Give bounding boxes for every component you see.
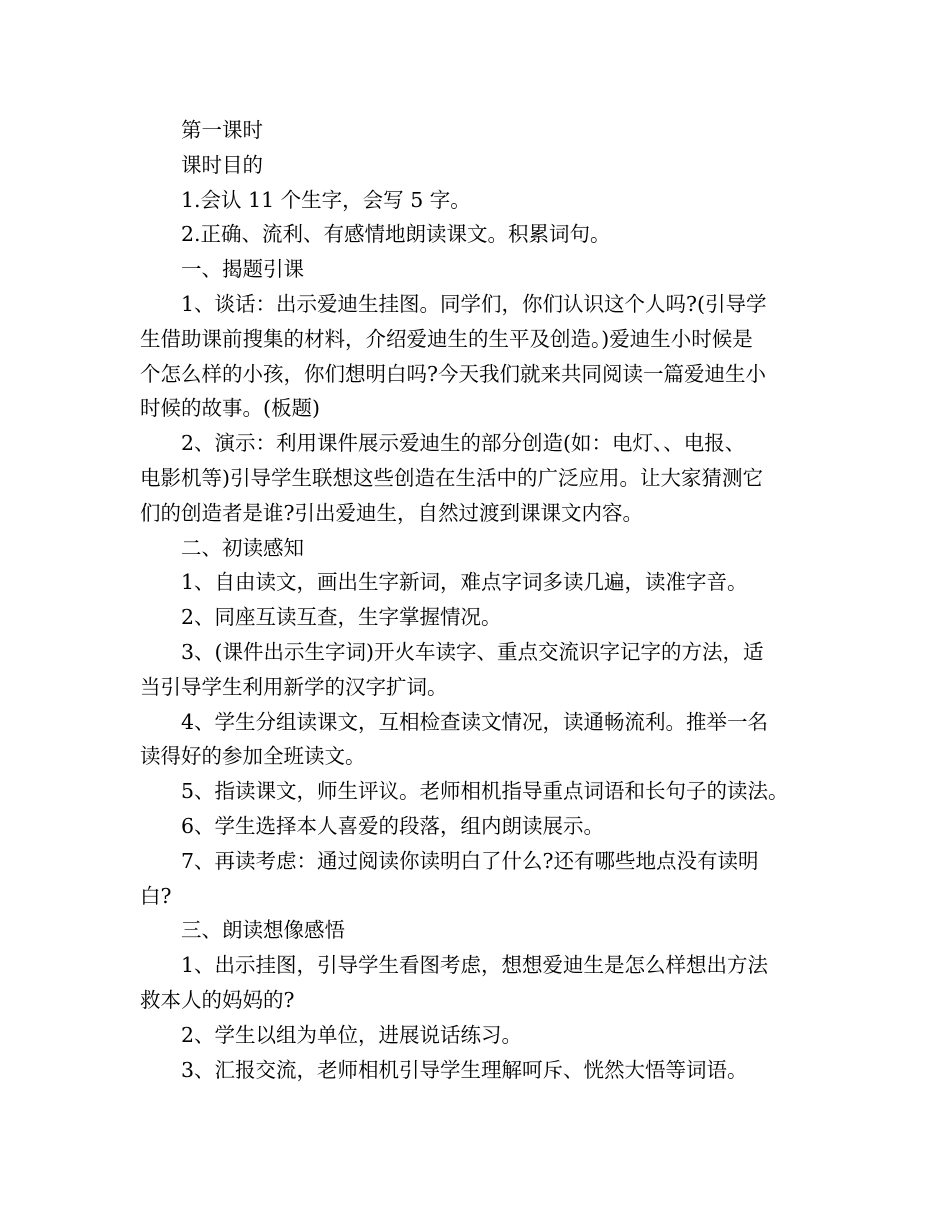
paragraph-line: 时候的故事。(板题) — [140, 396, 320, 421]
section-heading-2: 二、初读感知 — [181, 535, 304, 560]
paragraph-line: 电影机等)引导学生联想这些创造在生活中的广泛应用。让大家猜测它 — [140, 465, 763, 490]
paragraph-line: 1、谈话：出示爱迪生挂图。同学们，你们认识这个人吗?(引导学 — [181, 291, 767, 316]
objective-item-2: 2.正确、流利、有感情地朗读课文。积累词句。 — [181, 222, 611, 247]
paragraph-line: 1、出示挂图，引导学生看图考虑，想想爱迪生是怎么样想出方法 — [181, 953, 769, 978]
paragraph-line: 当引导学生利用新学的汉字扩词。 — [140, 674, 448, 699]
section-heading-1: 一、揭题引课 — [181, 257, 304, 282]
paragraph-line: 1、自由读文，画出生字新词，难点字词多读几遍，读准字音。 — [181, 570, 748, 595]
paragraph-line: 们的创造者是谁?引出爱迪生，自然过渡到课课文内容。 — [140, 500, 643, 525]
paragraph-line: 生借助课前搜集的材料，介绍爱迪生的生平及创造。)爱迪生小时候是 — [140, 326, 753, 351]
paragraph-line: 白? — [140, 883, 172, 908]
paragraph-line: 7、再读考虑：通过阅读你读明白了什么?还有哪些地点没有读明 — [181, 848, 759, 873]
section-heading-3: 三、朗读想像感悟 — [181, 918, 345, 943]
paragraph-line: 3、(课件出示生字词)开火车读字、重点交流识字记字的方法，适 — [181, 639, 764, 664]
paragraph-line: 救本人的妈妈的? — [140, 987, 295, 1012]
paragraph-line: 3、汇报交流，老师相机引导学生理解呵斥、恍然大悟等词语。 — [181, 1057, 748, 1082]
paragraph-line: 6、学生选择本人喜爱的段落，组内朗读展示。 — [181, 813, 605, 838]
paragraph-line: 读得好的参加全班读文。 — [140, 744, 366, 769]
paragraph-line: 5、指读课文，师生评议。老师相机指导重点词语和长句子的读法。 — [181, 779, 789, 804]
objective-item-1: 1.会认 11 个生字，会写 5 字。 — [181, 187, 471, 212]
paragraph-line: 个怎么样的小孩，你们想明白吗?今天我们就来共同阅读一篇爱迪生小 — [140, 361, 766, 386]
lesson-heading: 第一课时 — [181, 118, 263, 142]
paragraph-line: 2、学生以组为单位，进展说话练习。 — [181, 1022, 523, 1047]
paragraph-line: 4、学生分组读课文，互相检查读文情况，读通畅流利。推举一名 — [181, 709, 769, 734]
document-body — [140, 113, 810, 1087]
paragraph-line: 2、演示：利用课件展示爱迪生的部分创造(如：电灯、、电报、 — [181, 431, 746, 456]
paragraph-line: 2、同座互读互查，生字掌握情况。 — [181, 605, 502, 630]
objective-heading: 课时目的 — [181, 152, 263, 177]
